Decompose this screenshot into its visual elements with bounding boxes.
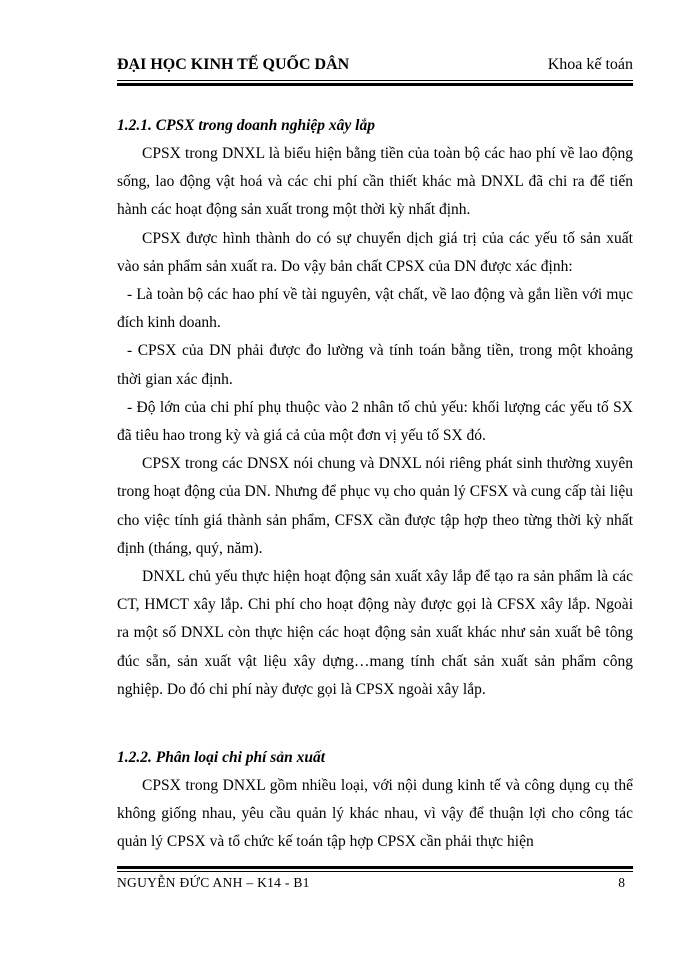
section-spacer bbox=[117, 704, 633, 744]
header-rule-thick bbox=[117, 83, 633, 86]
header-university: ĐẠI HỌC KINH TẾ QUỐC DÂN bbox=[117, 56, 350, 73]
page-footer bbox=[117, 875, 633, 895]
footer-rule-thin bbox=[117, 871, 633, 872]
header-faculty: Khoa kế toán bbox=[547, 56, 633, 73]
section-heading-1-2-2: 1.2.2. Phân loại chi phí sản xuất bbox=[117, 749, 326, 767]
bullet-paragraph: - CPSX của DN phải được đo lường và tính toán bằng tiền, trong một khoảng thời gian xác định. bbox=[117, 342, 633, 388]
paragraph: CPSX trong các DNSX nói chung và DNXL nói riêng phát sinh thường xuyên trong hoạt động của DN. Nhưng để phục vụ cho quản lý CFSX và cung cấp tài liệu cho việc tính giá thành sản phẩm, CFSX cần được tập hợp theo từng thời kỳ nhất định (tháng, quý, năm). bbox=[117, 455, 633, 557]
section-heading-1-2-1: 1.2.1. CPSX trong doanh nghiệp xây lắp bbox=[117, 117, 375, 134]
header-rule-thin bbox=[117, 80, 633, 81]
footer-author: NGUYỄN ĐỨC ANH – K14 - B1 bbox=[117, 875, 310, 890]
paragraph: CPSX trong DNXL gồm nhiều loại, với nội dung kinh tế và công dụng cụ thể không giống nhau, yêu cầu quản lý khác nhau, vì vậy để thuận lợi cho công tác quản lý CPSX và tổ chức kế toán tập hợp CPSX cần phải thực hiện bbox=[117, 777, 633, 851]
footer-rule-thick bbox=[117, 866, 633, 869]
paragraph: CPSX được hình thành do có sự chuyển dịch giá trị của các yếu tố sản xuất vào sản phẩm sản xuất ra. Do vậy bản chất CPSX của DN được xác định: bbox=[117, 229, 633, 275]
bullet-paragraph: - Là toàn bộ các hao phí về tài nguyên, vật chất, về lao động và gắn liền với mục đích kinh doanh. bbox=[117, 286, 633, 332]
bullet-paragraph: - Độ lớn của chi phí phụ thuộc vào 2 nhân tố chủ yếu: khối lượng các yếu tố SX đã tiêu hao trong kỳ và giá cả của một đơn vị yếu tố SX đó. bbox=[117, 398, 633, 445]
document-body bbox=[117, 112, 633, 857]
page-number: 8 bbox=[618, 875, 625, 890]
paragraph: DNXL chủ yếu thực hiện hoạt động sản xuất xây lắp để tạo ra sản phẩm là các CT, HMCT xây lắp. Chi phí cho hoạt động này được gọi là CFSX xây lắp. Ngoài ra một số DNXL còn thực hiện các hoạt động sản xuất khác như sản xuất bê tông đúc sẵn, sản xuất vật liệu xây dựng…mang tính chất sản xuất sản phẩm công nghiệp. Do đó chi phí này được gọi là CPSX ngoài xây lắp. bbox=[117, 568, 633, 698]
paragraph: CPSX trong DNXL là biểu hiện bằng tiền của toàn bộ các hao phí về lao động sống, lao động vật hoá và các chi phí cần thiết khác mà DNXL đã chi ra để tiến hành các hoạt động sản xuất trong một thời kỳ nhất định. bbox=[117, 145, 633, 219]
page-header bbox=[117, 56, 633, 78]
